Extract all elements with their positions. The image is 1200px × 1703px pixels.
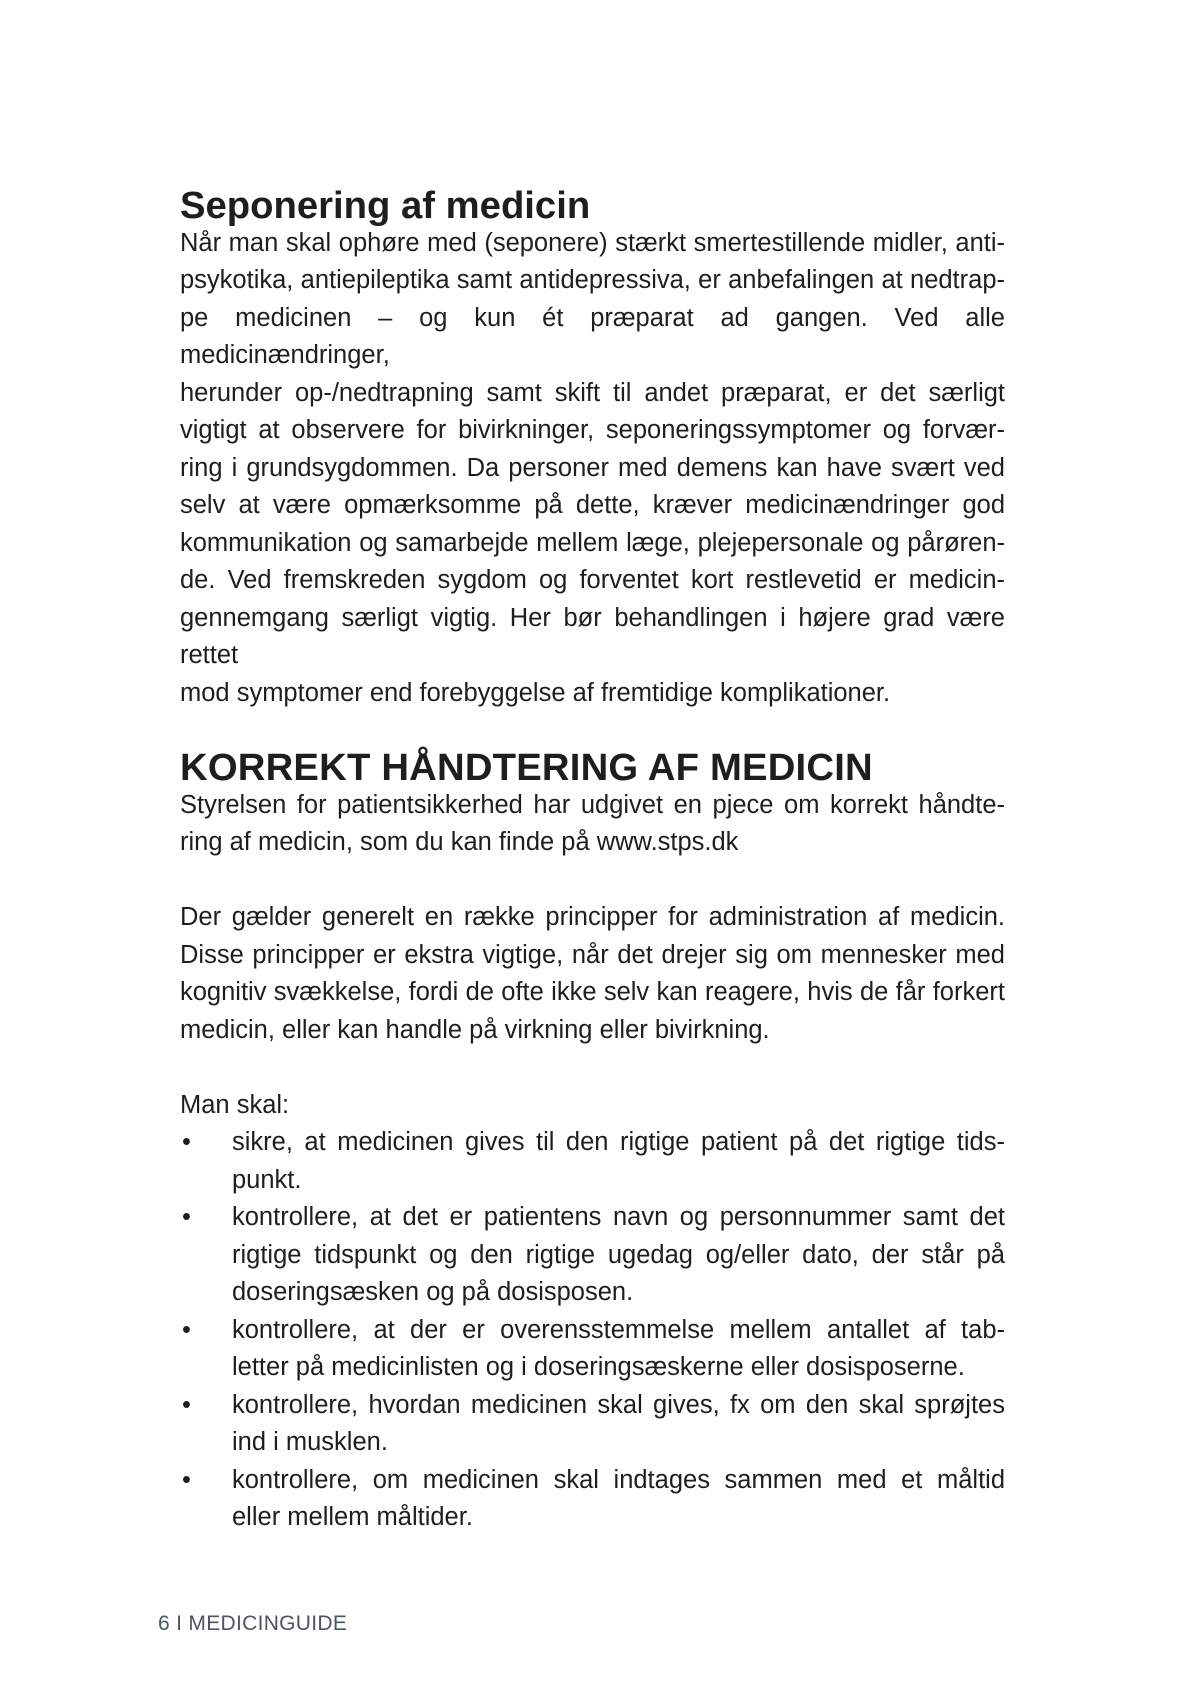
text-line: Når man skal ophøre med (seponere) stærkt smertestillende midler, anti-: [180, 228, 1005, 257]
text-line: kontrollere, at det er patientens navn og personnummer samt det: [232, 1203, 1005, 1231]
list-item: [180, 1124, 1005, 1199]
text-line: kontrollere, om medicinen skal indtages sammen med et måltid: [232, 1465, 1005, 1494]
principles-paragraph: [180, 899, 1005, 1049]
section-heading-seponering: Seponering af medicin: [180, 184, 591, 227]
text-line: letter på medicinlisten og i doseringsæskerne eller dosisposerne.: [232, 1353, 965, 1381]
text-line: medicin, eller kan handle på virkning eller bivirkning.: [180, 1015, 770, 1044]
text-line: kontrollere, hvordan medicinen skal gives, fx om den skal sprøjtes: [232, 1390, 1005, 1419]
text-line: punkt.: [232, 1165, 302, 1194]
text-line: rigtige tidspunkt og den rigtige ugedag og/eller dato, der står på: [232, 1240, 1005, 1269]
text-line: gennemgang særligt vigtig. Her bør behandlingen i højere grad være rettet: [180, 603, 1005, 669]
list-item: [180, 1387, 1005, 1462]
text-line: doseringsæsken og på dosisposen.: [232, 1278, 634, 1306]
intro-paragraph: [180, 787, 1005, 862]
text-line: kontrollere, at der er overensstemmelse mellem antallet af tab-: [232, 1315, 1005, 1344]
checklist: [180, 1124, 1005, 1537]
text-line: pe medicinen – og kun ét præparat ad gangen. Ved alle medicinændringer,: [180, 303, 1005, 369]
bullet-icon: •: [182, 1128, 191, 1156]
section-heading-korrekt-haandtering: KORREKT HÅNDTERING AF MEDICIN: [180, 746, 873, 789]
bullet-icon: •: [182, 1465, 191, 1494]
page-number: 6: [158, 1612, 170, 1635]
text-line: vigtigt at observere for bivirkninger, seponeringssymptomer og forvær-: [180, 416, 1005, 444]
text-line: ring af medicin, som du kan finde på www.stps.dk: [180, 828, 739, 856]
text-line: ind i musklen.: [232, 1428, 388, 1456]
text-line: ring i grundsygdommen. Da personer med demens kan have svært ved: [180, 453, 1005, 482]
page-content: [180, 184, 1005, 1537]
text-line: herunder op-/nedtrapning samt skift til andet præparat, er det særligt: [180, 378, 1005, 407]
text-line: psykotika, antiepileptika samt antidepressiva, er anbefalingen at nedtrap-: [180, 266, 1005, 294]
bullet-icon: •: [182, 1315, 191, 1344]
bullet-icon: •: [182, 1390, 191, 1419]
text-line: eller mellem måltider.: [232, 1503, 473, 1531]
text-line: selv at være opmærksomme på dette, kræver medicinændringer god: [180, 491, 1005, 519]
text-line: mod symptomer end forebyggelse af fremtidige komplikationer.: [180, 678, 891, 707]
text-line: Der gælder generelt en række principper for administration af medicin.: [180, 903, 1005, 931]
text-line: Disse principper er ekstra vigtige, når det drejer sig om mennesker med: [180, 940, 1005, 969]
footer-title: MEDICINGUIDE: [188, 1612, 348, 1635]
text-line: de. Ved fremskreden sygdom og forventet kort restlevetid er medicin-: [180, 566, 1005, 594]
seponering-paragraph: [180, 225, 1005, 713]
footer-separator: I: [176, 1612, 183, 1635]
text-line: kommunikation og samarbejde mellem læge, plejepersonale og pårøren-: [180, 528, 1005, 557]
list-item: [180, 1462, 1005, 1537]
list-item: [180, 1312, 1005, 1387]
text-line: Styrelsen for patientsikkerhed har udgivet en pjece om korrekt håndte-: [180, 790, 1005, 819]
text-line: kognitiv svækkelse, fordi de ofte ikke selv kan reagere, hvis de får forkert: [180, 978, 1005, 1006]
page-footer: [158, 1612, 347, 1636]
bullet-icon: •: [182, 1203, 191, 1231]
list-intro: Man skal:: [180, 1090, 290, 1119]
list-item: [180, 1199, 1005, 1312]
text-line: sikre, at medicinen gives til den rigtige patient på det rigtige tids-: [232, 1128, 1005, 1156]
